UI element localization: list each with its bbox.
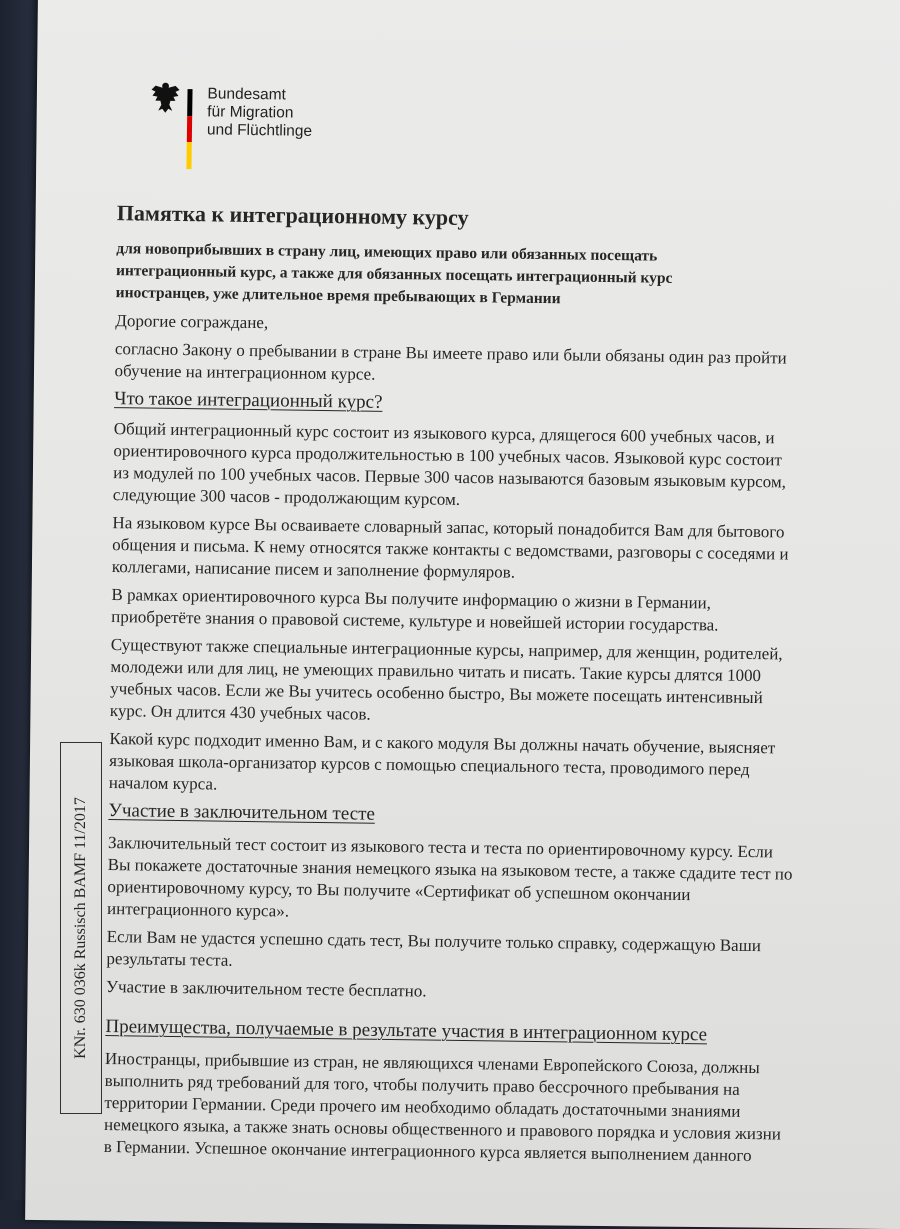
logo-line: für Migration (207, 103, 294, 122)
logo-line: Bundesamt (207, 85, 287, 104)
text-line: согласно Закону о пребывании в стране Вы имеете право или были обязаны один раз пройти (114, 339, 787, 368)
text-line: Какой курс подходит именно Вам, и с какого модуля Вы должны начать обучение, выясняет (109, 729, 776, 758)
subtitle-line: для новоприбывших в страну лиц, имеющих право или обязанных посещать (116, 240, 658, 265)
text-line: в Германии. Успешное окончание интеграционного курса является выполнением данного (103, 1137, 752, 1166)
section-heading-benefits: Преимущества, получаемые в результате участия в интеграционном курсе (105, 1016, 708, 1046)
text-line: Иностранцы, прибывшие из стран, не являющихся членами Европейского Союза, должны (104, 1049, 760, 1078)
paragraph: Участие в заключительном тесте бесплатно. (105, 977, 427, 1001)
text-line: Если Вам не удастся успешно сдать тест, Вы получите только справку, содержащую Ваши (106, 927, 762, 956)
text-line: коллегами, написание писем и заполнение формуляров. (111, 557, 516, 582)
paragraph (107, 832, 793, 930)
flag-red (187, 116, 192, 143)
text-line: Существуют также специальные интеграционные курсы, например, для женщин, родителей, (110, 635, 783, 664)
text-line: из модулей по 100 учебных часов. Первые 300 часов называются базовым языковым курсом, (113, 463, 787, 492)
paragraph (110, 634, 783, 731)
paragraph (109, 728, 776, 803)
text-line: результаты теста. (106, 949, 233, 970)
flag-black (187, 89, 192, 116)
logo-text (207, 85, 313, 140)
flag-gold (186, 142, 191, 169)
text-line: молодежи или для лиц, не умеющих правильно читать и писать. Такие курсы длятся 1000 (110, 657, 762, 686)
section-heading-final-test: Участие в заключительном тесте (108, 800, 376, 825)
federal-eagle-icon (149, 81, 181, 115)
form-code-box (60, 742, 102, 1114)
paragraph (104, 1048, 782, 1167)
paragraph (113, 418, 787, 515)
text-line: общения и письма. К нему относятся также контакты с ведомствами, разговоры с соседями и (112, 535, 789, 564)
section-heading-what-is-course: Что такое интеграционный курс? (114, 388, 383, 413)
text-line: На языковом курсе Вы осваиваете словарный запас, который понадобится Вам для бытового (112, 513, 785, 542)
paragraph (111, 584, 719, 636)
text-line: началом курса. (108, 773, 218, 794)
logo-line: und Flüchtlinge (206, 121, 313, 140)
text-line: Общий интеграционный курс состоит из языкового курса, длящегося 600 учебных часов, и (113, 419, 775, 448)
text-line: ориентировочному курсу, то Вы получите «Сертификат об успешном окончании (107, 877, 691, 905)
text-line: следующие 300 часов - продолжающим курсом. (112, 485, 461, 509)
text-line: учебных часов. Если же Вы учитесь особенно быстро, Вы можете посещать интенсивный (110, 679, 763, 708)
text-line: курс. Он длится 430 учебных часов. (109, 701, 371, 724)
document-subtitle (116, 238, 673, 312)
text-line: Заключительный тест состоит из языкового теста и теста по ориентировочному курсу. Если (107, 833, 774, 862)
text-line: территории Германии. Среди прочего им необходимо обладать достаточными знаниями (104, 1093, 741, 1121)
text-line: ориентировочного курса продолжительностью в 100 учебных часов. Языковой курс состоит (113, 441, 782, 470)
text-line: обучение на интеграционном курсе. (114, 361, 376, 384)
paragraph (112, 512, 789, 587)
document-title: Памятка к интеграционному курсу (116, 200, 469, 231)
text-line: приобретёте знания о правовой системе, культуре и новейшей истории государства. (111, 607, 719, 635)
subtitle-line: иностранцев, уже длительное время пребывающих в Германии (115, 284, 561, 308)
text-line: языковая школа-организатор курсов с помощью специального теста, проводимого перед (109, 751, 750, 779)
greeting: Дорогие сограждане, (115, 311, 269, 333)
paragraph (106, 926, 761, 979)
text-line: немецкого языка, а также знать основы общественного и правового порядка и условия жизни (103, 1115, 782, 1144)
text-line: В рамках ориентировочного курса Вы получите информацию о жизни в Германии, (111, 585, 712, 613)
form-code: KNr. 630 036k Russisch BAMF 11/2017 (72, 797, 89, 1059)
text-line: Вы покажете достаточные знания немецкого языка на языковом тесте, а также сдадите тест по (107, 855, 793, 884)
text-line: интеграционного курса». (106, 899, 290, 921)
subtitle-line: интеграционный курс, а также для обязанных посещать интеграционный курс (115, 262, 673, 287)
text-line: выполнить ряд требований для того, чтобы получить право бессрочного пребывания на (104, 1071, 740, 1099)
intro-paragraph (114, 338, 786, 391)
german-flag-stripe (186, 89, 192, 169)
